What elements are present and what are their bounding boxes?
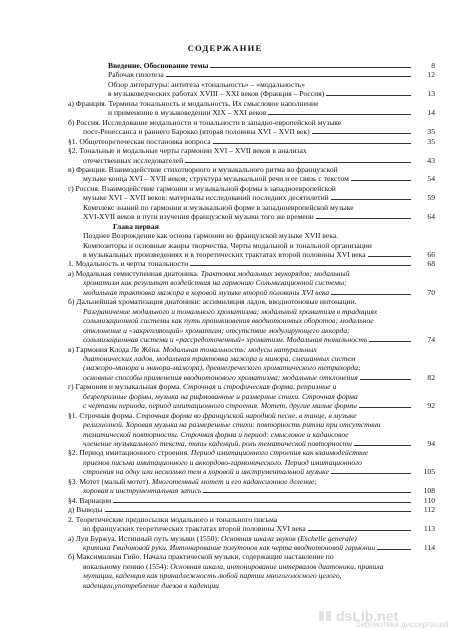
leader-line [268,108,411,115]
toc-entry-text: диатонических ладов, модальная трактовка мажора и минора, смешанных систем [83,353,356,363]
toc-entry-text: б) Дальнейшая хроматизация диатоники: ассимиляция ладов, вводнотоновые интонации. [68,297,357,307]
toc-entry [68,345,435,354]
toc-page-number: 14 [427,108,435,118]
toc-page-number: 105 [423,467,435,477]
toc-page-number: 8 [431,61,435,70]
toc-entry-text: (мажоро-минора и минора-мажора), древнегреческого хроматического тетрахорда; [83,363,361,373]
leader-line [331,288,411,295]
toc-entry [68,448,435,457]
toc-entry-text: б) Россия. Исследование модальности и тональности в западно-европейской музыке [68,117,342,127]
toc-entry-text: мутации, каденция как принадлежность любой партии многоголосного целого, [83,571,342,581]
toc-entry [68,184,435,193]
toc-entry [83,467,413,476]
toc-entry [108,108,413,117]
toc-entry [83,193,413,202]
leader-line [351,174,411,181]
toc-page-number: 110 [423,495,435,505]
toc-entry [83,231,435,240]
toc-entry [83,307,435,316]
toc-entry-text: д) Выводы [68,505,103,515]
toc-entry-text: хроматизм как результат воздействия на гармонию Сольмизационной системы; [83,278,347,288]
toc-entry-text: музыке конца XVI – XVII веков; структура музыкальной речи и ее связь с текстом [83,174,349,184]
toc-entry-text: пост-Ренессанса и раннего Барокко (вторая половина XVI – XVII век) [83,127,310,137]
toc-entry-text: а) Луи Буржуа. Истинный путь музыки (1550): Основная шкала звуков (Eschelle generale) [68,533,357,543]
toc-entry-text: в музыкальных произведениях и в теоретических трактатах второй половины XVI века [83,250,366,259]
leader-line [105,505,411,512]
toc-entry-text: §2. Период имитационного строения. Период имитационного строения как взаимодействие [68,448,369,458]
toc-entry-text: отклонение и «закрепляющий» хроматизм; отсутствие модулирующего аккорда; [83,325,350,335]
toc-entry [83,241,435,250]
toc-entry [83,439,413,448]
leader-line [312,127,411,134]
toc-entry [68,552,435,561]
leader-line [316,212,411,219]
toc-entry-text: §3. Мотет (малый мотет). Многотемный мотет и его кадансионное деление; [68,476,317,486]
leader-line [354,439,411,446]
toc-entry [68,99,435,108]
toc-entry [113,222,435,231]
toc-entry-text: членение музыкального текста, типы каденций, роль тематической повторности [83,439,352,448]
toc-entry [68,382,435,391]
toc-entry-text: Глава первая [113,221,159,231]
toc-entry-text: 1. Модальность и черты тональности [68,259,189,269]
toc-entry [83,127,413,136]
toc-entry [83,335,413,344]
toc-page-number: 113 [423,524,435,534]
toc-page-number: 68 [427,259,435,269]
toc-entry-text: а) Франция. Термины тональность и модальность. Их смысловое наполнение [68,98,319,108]
toc-entry [83,212,413,221]
toc-entry [83,581,435,590]
leader-line [359,401,411,408]
toc-entry-text: §4. Вариации [68,495,112,505]
toc-entry-text: Позднее Возрождение как основа гармонии во французской музыке XVII века. [83,231,339,241]
leader-line [308,524,411,531]
toc-entry-text: Композиторы и основные жанры творчества. Черты модальной и тональной организации [83,240,372,250]
toc-entry [68,505,413,514]
toc-entry-text: Комплекс знаний по гармонии и музыкальной форме в западноевропейской музыке [83,202,354,212]
toc-entry [83,278,435,287]
watermark [318,606,449,629]
toc-entry [83,420,435,429]
toc-entry-text: безрепризные формы, музыка на рифмованные и размерные стихи. Строчная форма [83,391,358,401]
leader-line [185,156,411,163]
toc-entry-text: §1. Общетеоретическая постановка вопроса [68,136,211,146]
toc-page-number: 35 [427,136,435,146]
toc-page-number: 43 [427,155,435,165]
leader-line [326,89,411,96]
toc-entry [68,297,435,306]
toc-entry [68,269,435,278]
toc-entry [68,496,413,505]
toc-entry-text: XVI-XVII веков и пути изучения французской музыки того же времени [83,212,314,222]
toc-entry [108,70,413,79]
toc-entry-text: Обзор литературы: антитеза «тональность» – «модальность» [108,79,305,89]
toc-entry [83,156,413,165]
toc-entry-text: сольмизационная система и «рассредоточенный» хроматизм. Модальная тональность [83,335,368,345]
toc-entry-text: сольмизационной системы как путь проникновения вводнотоновых оборотов; модальное [83,316,374,326]
toc-entry-text: Рабочая гипотеза [108,70,164,80]
toc-entry-text: во французских теоретических трактатах второй половины XVI века [83,524,306,534]
toc-entry [68,165,435,174]
toc-page-number: 64 [427,212,435,222]
toc-entry-text: отечественных исследователей [83,155,184,165]
toc-entry-text: основные способы применения вводнотонового хроматизма; модальные отклонения [83,372,358,382]
toc-entry-text: хоровая и инструментальная запись [83,486,202,496]
watermark-sub: библиотека диссертаций [356,620,449,629]
leader-line [331,193,411,200]
toc-page-number: 13 [427,89,435,99]
toc-page-number: 54 [427,174,435,184]
leader-line [210,61,411,68]
toc-entry [83,458,435,467]
leader-line [369,335,411,342]
toc-entry-text: §1. Строчная форма. Строчная форма во французской народной песне, в танце, в музыке [68,410,357,420]
leader-line [360,373,411,380]
toc-page-number: 70 [427,287,435,297]
toc-entry [83,486,413,495]
toc-entry-text: б) Максимилиан Гийо. Начала практической музыки, содержащие наставление по [68,552,334,562]
toc-entry [83,288,413,297]
toc-entry-text: приемов письма имитационного и аккордово-гармонического. Период имитационного [83,457,362,467]
leader-line [166,70,411,77]
toc-entry-text: Введение. Обоснование темы [108,61,209,70]
toc-page-number: 74 [427,335,435,345]
toc-page-number: 35 [427,127,435,137]
toc-entry [68,411,435,420]
toc-entry-text: модальная трактовка мажора в хоровой музыке второй половины XVI века [83,287,330,297]
toc-page-number: 108 [423,486,435,496]
leader-line [113,496,411,503]
toc-entry [83,203,435,212]
toc-entry-text: каденции,употребление диезов в каденции [83,580,219,590]
toc-entry [83,524,413,533]
toc-entry-text: музыке XVI – XVII веков: материалы исследований последних десятилетий [83,193,329,203]
toc-entry [68,118,435,127]
toc-entry [83,250,413,259]
toc-page-number: 112 [423,505,435,515]
toc-entry-text: в) Гармония Клода Ле Жёна. Модальная тональность: модусы натуральных [68,344,317,354]
toc-entry [108,89,413,98]
toc-entry-text: г) Россия. Взаимодействие гармонии и музыкальной формы в западноевропейской [68,183,336,193]
toc-entry [68,477,435,486]
toc-page-number: 82 [427,372,435,382]
toc-page-number: 114 [423,542,435,552]
toc-page-number: 92 [427,401,435,411]
toc-entry [68,146,435,155]
toc-page-number: 12 [427,70,435,80]
toc-entry [108,61,413,70]
toc-entry [83,363,435,372]
toc-entry [83,174,413,183]
toc-entry-text: а) Модальная семиступенная диатоника. Трактовка модальных звукорядов; модальный [68,268,350,278]
toc-entry [83,392,435,401]
toc-entry-text: критика Гвидоновой руки. Интонирование полутонов как черта вводнотоновой гармонии [83,542,376,552]
leader-line [190,259,411,266]
toc-page-number: 59 [427,193,435,203]
watermark-main: dsLib.net [336,608,399,624]
leader-line [368,250,411,257]
toc-entry-text: вокальному пению (1554): Основная шкала, интонирование интервалов диатоники, правила [83,561,384,571]
toc-entry [83,430,435,439]
toc-entry-text: религиозной. Хоровая музыка на размеренные стихи: повторность ритма при отсутствии [83,420,381,430]
toc-entry [83,354,435,363]
toc-page-number: 94 [427,439,435,448]
toc-entry [83,562,435,571]
toc-entry-text: с чертами периода, период имитационного строения. Мотет, другие малые формы [83,401,357,411]
toc-entry-text: тематической повторности. Строчная форма и период: смысловое и кадансовое [83,429,349,439]
toc-entry-text: Разграничение модального и тонального хроматизма; модальный хроматизм в традициях [83,306,378,316]
toc-title: СОДЕРЖАНИЕ [187,43,263,53]
toc-entry-text: в) Франция. Взаимодействие стихотворного и музыкального ритма во французской [68,164,338,174]
toc-entry-text: и применение в музыковедении XIX – XXI веков [108,108,267,118]
toc-entry-text: г) Гармония и музыкальная форма. Строчная и строфическая форма, репризные и [68,382,337,392]
toc-page-number: 66 [427,250,435,259]
leader-line [377,543,411,550]
toc-entry [83,316,435,325]
toc-entry-text: в музыковедческих работах XVIII – XXI веков (Франция – Россия) [108,89,325,99]
toc-entry [68,534,435,543]
toc-entry [108,80,435,89]
toc-entry [83,373,413,382]
toc-entry [83,401,413,410]
toc-entry [83,571,435,580]
leader-line [203,486,411,493]
book-logo-icon [318,609,332,623]
toc-entry [83,326,435,335]
leader-line [331,467,411,474]
toc-entry [83,543,413,552]
toc-entry-text: строения на одну или несколько тем в хоровой и инструментальной музыке [83,467,329,477]
toc-entry [68,137,413,146]
leader-line [213,137,411,144]
toc-entry [68,259,413,268]
toc-entry-text: §2. Тональные и модальные черты гармонии XVI – XVII веков в анализах [68,146,307,156]
toc-entry [68,515,435,524]
toc-entry-text: 2. Теоретические предпосылки модального и тонального письма [68,514,278,524]
